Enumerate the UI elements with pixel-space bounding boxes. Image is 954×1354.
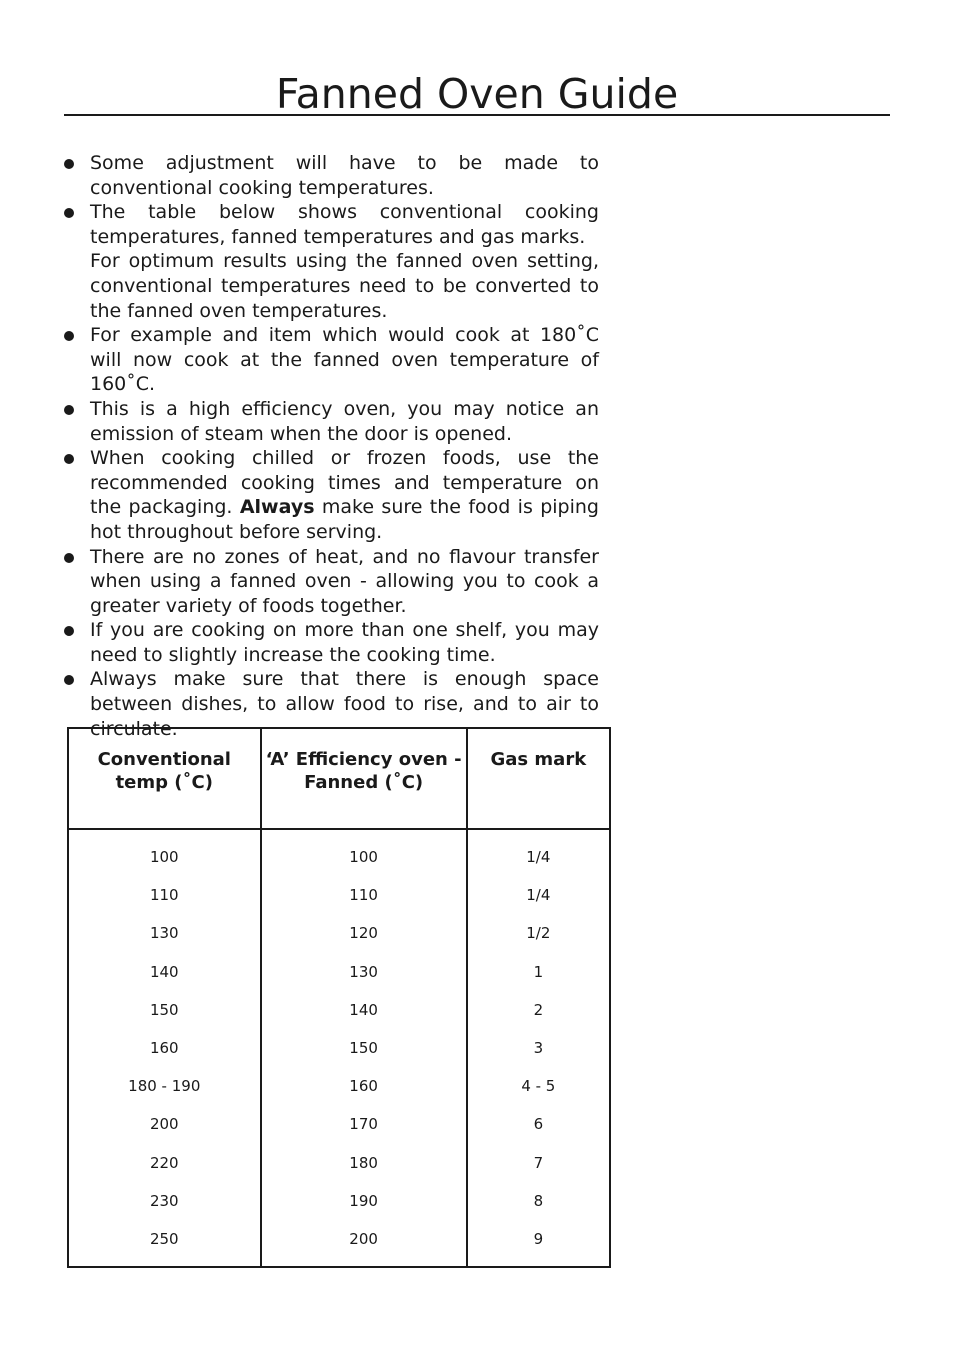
table-row: [68, 876, 610, 914]
bullet-dot-icon: [64, 626, 74, 636]
gas-mark-cell: 1/4: [467, 829, 610, 876]
bullet-text: The table below shows conventional cooking temperatures, fanned temperatures and gas marks.: [90, 201, 599, 248]
bullet-dot-icon: [64, 208, 74, 218]
bullet-emphasis: Always: [239, 496, 315, 519]
table-row: [68, 991, 610, 1029]
fanned-temp-cell: 130: [261, 953, 467, 991]
fanned-temp-cell: 120: [261, 914, 467, 952]
conventional-temp-cell: 150: [68, 991, 261, 1029]
temperature-conversion-table: [67, 727, 611, 1268]
conventional-temp-cell: 250: [68, 1220, 261, 1267]
title-underline: [64, 114, 890, 116]
conventional-temp-cell: 110: [68, 876, 261, 914]
table-row: [68, 1105, 610, 1143]
header-gas-mark: Gas mark: [467, 728, 610, 829]
fanned-temp-cell: 170: [261, 1105, 467, 1143]
gas-mark-cell: 1/4: [467, 876, 610, 914]
bullet-text: Some adjustment will have to be made to conventional cooking temperatures.: [90, 152, 599, 199]
table-header-row: [68, 728, 610, 829]
bullet-item: [64, 446, 599, 544]
conventional-temp-cell: 220: [68, 1144, 261, 1182]
bullet-text-continued: For optimum results using the fanned oven setting, conventional temperatures need to be converted to the fanned oven temperatures.: [90, 250, 599, 322]
gas-mark-cell: 3: [467, 1029, 610, 1067]
fanned-temp-cell: 200: [261, 1220, 467, 1267]
conventional-temp-cell: 160: [68, 1029, 261, 1067]
header-conventional-temp: Conventional temp (˚C): [68, 728, 261, 829]
table-row: [68, 1067, 610, 1105]
conventional-temp-cell: 130: [68, 914, 261, 952]
bullet-text: [90, 446, 599, 544]
table-row: [68, 914, 610, 952]
page-title: Fanned Oven Guide: [275, 70, 679, 118]
gas-mark-cell: 7: [467, 1144, 610, 1182]
gas-mark-cell: 6: [467, 1105, 610, 1143]
gas-mark-cell: 2: [467, 991, 610, 1029]
fanned-temp-cell: 140: [261, 991, 467, 1029]
bullet-item: [64, 200, 599, 323]
gas-mark-cell: 1: [467, 953, 610, 991]
gas-mark-cell: 4 - 5: [467, 1067, 610, 1105]
table-row: [68, 1182, 610, 1220]
bullet-item: [64, 323, 599, 397]
table-row: [68, 1029, 610, 1067]
bullet-text: If you are cooking on more than one shelf, you may need to slightly increase the cooking time.: [90, 619, 599, 666]
gas-mark-cell: 8: [467, 1182, 610, 1220]
conventional-temp-cell: 230: [68, 1182, 261, 1220]
fanned-temp-cell: 190: [261, 1182, 467, 1220]
conventional-temp-cell: 180 - 190: [68, 1067, 261, 1105]
conventional-temp-cell: 140: [68, 953, 261, 991]
bullet-dot-icon: [64, 405, 74, 415]
table-row: [68, 953, 610, 991]
table-body: [68, 829, 610, 1267]
fanned-temp-cell: 150: [261, 1029, 467, 1067]
bullet-dot-icon: [64, 675, 74, 685]
bullet-text: There are no zones of heat, and no flavour transfer when using a fanned oven - allowing you to cook a greater variety of foods together.: [90, 545, 599, 617]
bullet-item: [64, 397, 599, 446]
table-row: [68, 829, 610, 876]
bullet-dot-icon: [64, 159, 74, 169]
bullet-dot-icon: [64, 331, 74, 341]
bullet-item: [64, 151, 599, 200]
bullet-text-part: make sure the food is piping hot throughout before serving.: [90, 496, 599, 543]
bullet-text: Always make sure that there is enough space between dishes, to allow food to rise, and to air to circulate.: [90, 668, 599, 740]
bullet-text-part: When cooking chilled or frozen foods, use the recommended cooking times and temperature on the packaging.: [90, 447, 599, 519]
table-row: [68, 1220, 610, 1267]
bullet-item: [64, 618, 599, 667]
fanned-temp-cell: 110: [261, 876, 467, 914]
bullet-text: This is a high efficiency oven, you may notice an emission of steam when the door is opened.: [90, 397, 599, 445]
gas-mark-cell: 9: [467, 1220, 610, 1267]
header-fanned-temp: ‘A’ Efficiency oven - Fanned (˚C): [261, 728, 467, 829]
gas-mark-cell: 1/2: [467, 914, 610, 952]
bullet-dot-icon: [64, 454, 74, 464]
fanned-temp-cell: 100: [261, 829, 467, 876]
fanned-temp-cell: 180: [261, 1144, 467, 1182]
table-row: [68, 1144, 610, 1182]
bullet-item: [64, 545, 599, 619]
conventional-temp-cell: 200: [68, 1105, 261, 1143]
bullet-text: For example and item which would cook at 180˚C will now cook at the fanned oven temperature of 160˚C.: [90, 324, 599, 396]
guide-bullet-list: [64, 151, 599, 741]
conventional-temp-cell: 100: [68, 829, 261, 876]
fanned-temp-cell: 160: [261, 1067, 467, 1105]
bullet-dot-icon: [64, 553, 74, 563]
